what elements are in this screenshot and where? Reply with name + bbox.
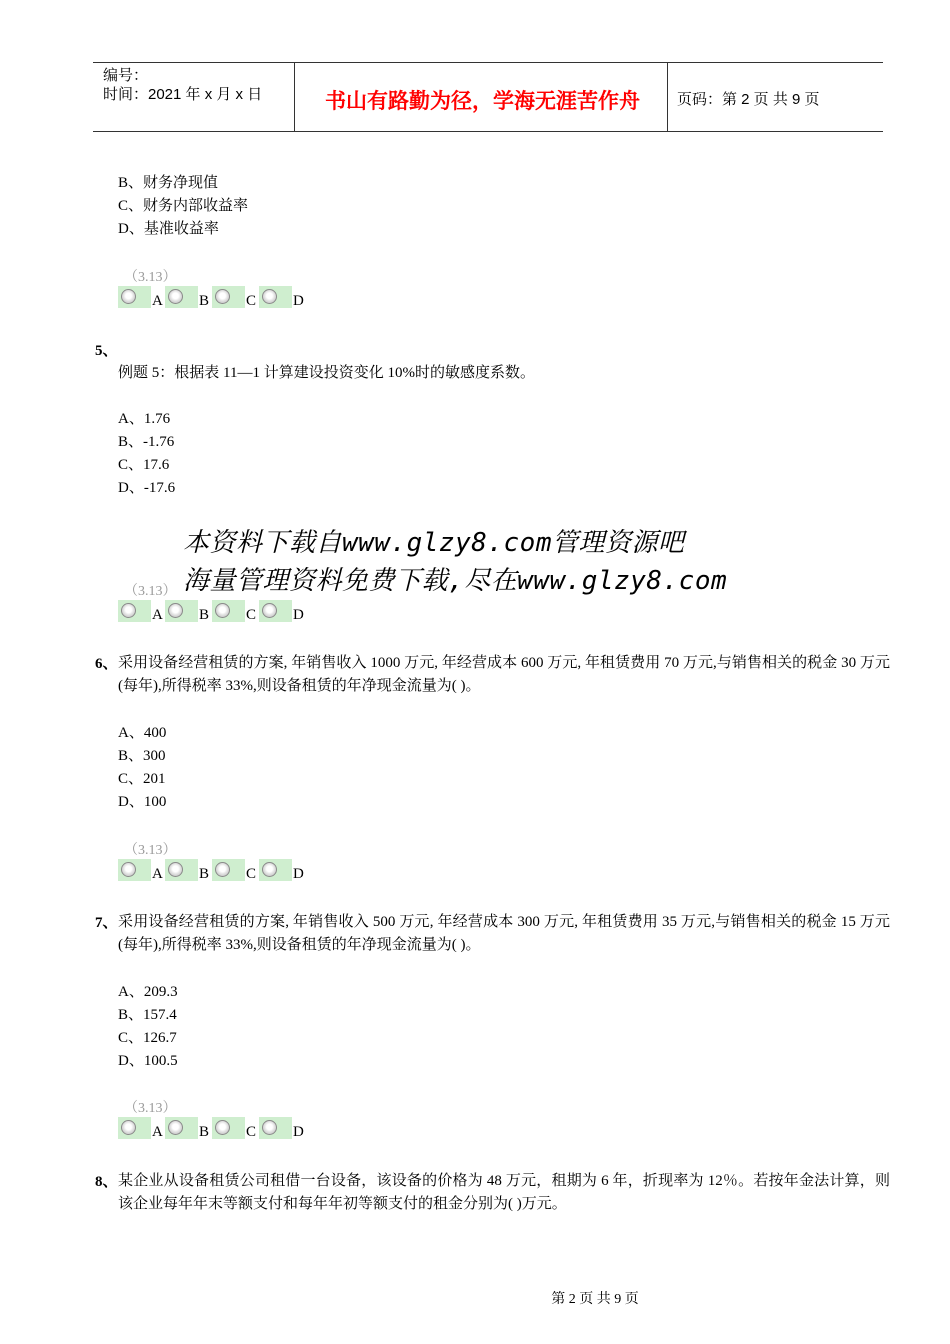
number-label: 编号：: [103, 67, 149, 84]
header-meta: [103, 66, 262, 104]
option-c: C、财务内部收益率: [118, 198, 249, 214]
radio-icon: [215, 1120, 230, 1135]
option-a: A、209.3: [118, 984, 178, 1000]
answer-radio-group[interactable]: [118, 1117, 318, 1141]
option-b: B、300: [118, 748, 166, 764]
watermark-line-1: 本资料下载自www.glzy8.com管理资源吧: [183, 528, 685, 558]
question-text: 采用设备经营租赁的方案, 年销售收入 1000 万元, 年经营成本 600 万元, 年租赁费用 70 万元,与销售相关的税金 30 万元(每年),所得税率 33%,则设备租赁的年净现金流量为( )。: [118, 655, 890, 694]
question-text: 采用设备经营租赁的方案, 年销售收入 500 万元, 年经营成本 300 万元, 年租赁费用 35 万元,与销售相关的税金 15 万元(每年),所得税率 33%,则设备租赁的年净现金流量为( )。: [118, 914, 890, 953]
radio-icon: [168, 603, 183, 618]
question-score: （3.13）: [124, 584, 177, 599]
option-d: D、100: [118, 794, 167, 810]
page-footer: 第 2 页 共 9 页: [551, 1292, 639, 1307]
question-number: 6、: [95, 656, 118, 672]
radio-label: D: [293, 866, 304, 882]
radio-icon: [168, 862, 183, 877]
radio-icon: [262, 289, 277, 304]
radio-icon: [168, 1120, 183, 1135]
radio-icon: [262, 603, 277, 618]
option-c: C、17.6: [118, 457, 170, 473]
option-b: B、157.4: [118, 1007, 177, 1023]
radio-a[interactable]: [118, 286, 151, 308]
radio-label: D: [293, 1124, 304, 1140]
radio-label: A: [152, 1124, 163, 1140]
radio-label: D: [293, 293, 304, 309]
radio-icon: [121, 603, 136, 618]
radio-c[interactable]: [212, 1117, 245, 1139]
option-d: D、基准收益率: [118, 221, 219, 237]
radio-a[interactable]: [118, 600, 151, 622]
radio-icon: [262, 862, 277, 877]
question-text: 例题 5：根据表 11—1 计算建设投资变化 10%时的敏感度系数。: [118, 365, 535, 381]
question-number: 7、: [95, 915, 118, 931]
option-d: D、100.5: [118, 1053, 178, 1069]
header-page-label: 页码：第 2 页 共 9 页: [677, 91, 820, 108]
radio-c[interactable]: [212, 600, 245, 622]
question-number: 8、: [95, 1174, 118, 1190]
answer-radio-group[interactable]: [118, 859, 318, 883]
radio-icon: [262, 1120, 277, 1135]
radio-label: C: [246, 866, 257, 882]
radio-label: C: [246, 607, 257, 623]
answer-radio-group[interactable]: [118, 286, 318, 310]
option-b: B、-1.76: [118, 434, 175, 450]
radio-label: A: [152, 607, 163, 623]
radio-c[interactable]: [212, 859, 245, 881]
radio-a[interactable]: [118, 1117, 151, 1139]
radio-d[interactable]: [259, 1117, 292, 1139]
option-d: D、-17.6: [118, 480, 176, 496]
radio-icon: [121, 862, 136, 877]
option-a: A、400: [118, 725, 167, 741]
radio-icon: [121, 289, 136, 304]
radio-label: B: [199, 607, 210, 623]
time-label: 时间：2021 年 x 月 x 日: [103, 86, 263, 103]
radio-b[interactable]: [165, 286, 198, 308]
question-score: （3.13）: [124, 1101, 177, 1116]
radio-label: C: [246, 1124, 257, 1140]
option-c: C、201: [118, 771, 166, 787]
radio-b[interactable]: [165, 600, 198, 622]
option-a: A、1.76: [118, 411, 171, 427]
radio-d[interactable]: [259, 600, 292, 622]
radio-icon: [215, 289, 230, 304]
question-score: （3.13）: [124, 270, 177, 285]
watermark-line-2: 海量管理资料免费下载,尽在www.glzy8.com: [183, 566, 728, 596]
option-b: B、财务净现值: [118, 175, 219, 191]
question-number: 5、: [95, 343, 118, 359]
answer-radio-group[interactable]: [118, 600, 318, 624]
radio-d[interactable]: [259, 859, 292, 881]
radio-d[interactable]: [259, 286, 292, 308]
header-motto: 书山有路勤为径，学海无涯苦作舟: [325, 89, 640, 113]
radio-label: D: [293, 607, 304, 623]
option-c: C、126.7: [118, 1030, 177, 1046]
header-divider: [294, 63, 295, 131]
question-score: （3.13）: [124, 843, 177, 858]
question-text: 某企业从设备租赁公司租借一台设备，该设备的价格为 48 万元，租期为 6 年，折现率为 12％。若按年金法计算，则该企业每年年末等额支付和每年年初等额支付的租金分别为( )万元。: [118, 1173, 890, 1212]
radio-icon: [168, 289, 183, 304]
radio-label: C: [246, 293, 257, 309]
radio-icon: [215, 862, 230, 877]
radio-label: B: [199, 1124, 210, 1140]
radio-label: A: [152, 866, 163, 882]
radio-label: B: [199, 293, 210, 309]
radio-icon: [215, 603, 230, 618]
radio-icon: [121, 1120, 136, 1135]
radio-label: A: [152, 293, 163, 309]
radio-b[interactable]: [165, 859, 198, 881]
radio-b[interactable]: [165, 1117, 198, 1139]
radio-c[interactable]: [212, 286, 245, 308]
radio-label: B: [199, 866, 210, 882]
radio-a[interactable]: [118, 859, 151, 881]
page-header: [93, 62, 883, 132]
